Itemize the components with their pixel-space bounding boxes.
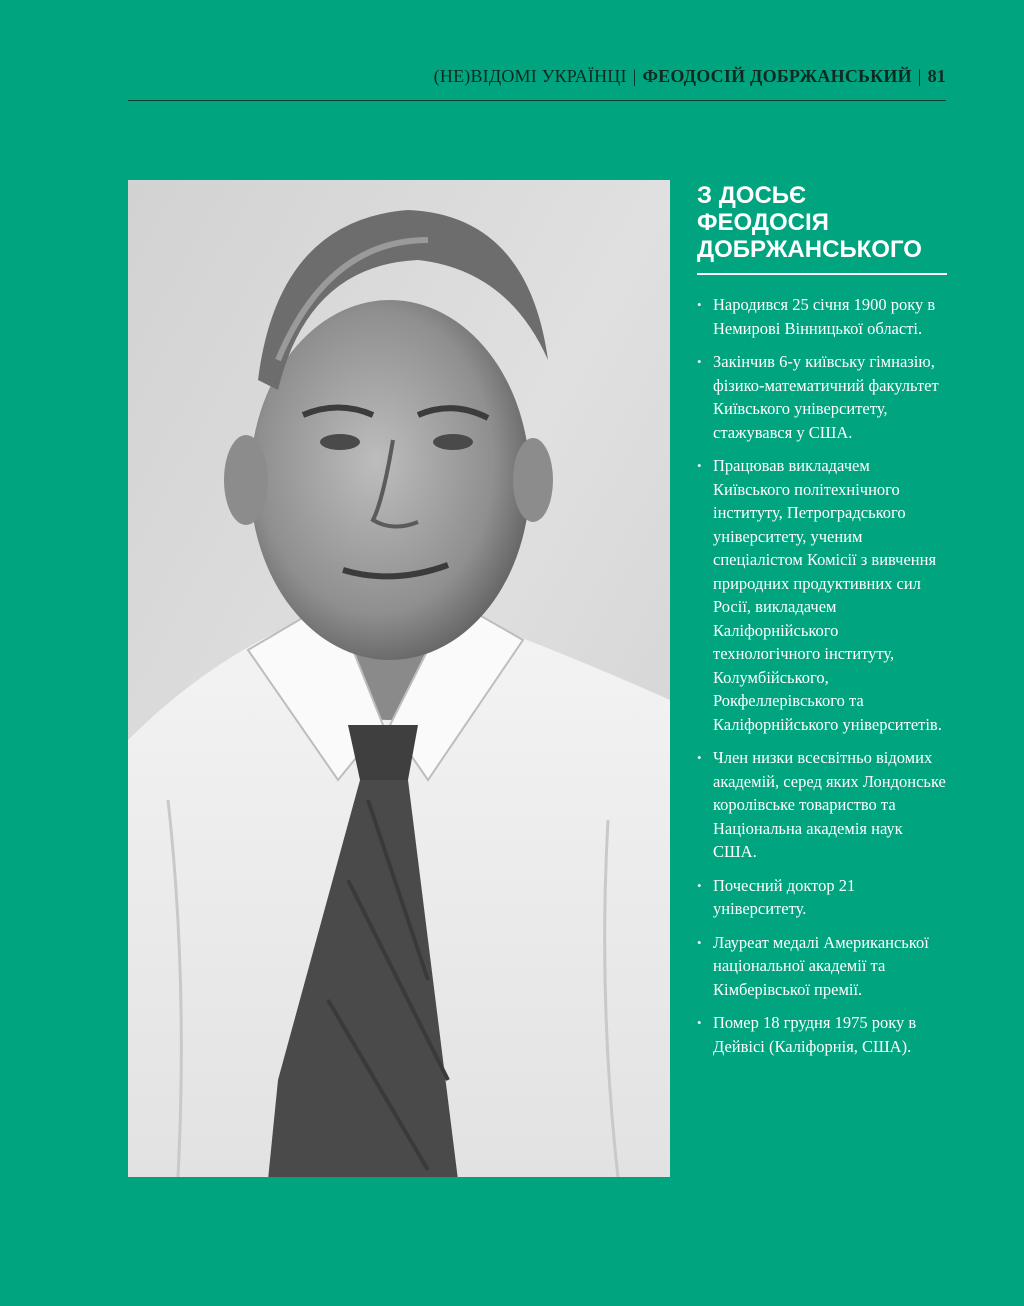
dossier-title-line: З ДОСЬЄ (697, 182, 807, 209)
dossier-fact: • Член низки всесвітньо відомих академій, серед яких Лондонське королівське товариство та Національна академія наук США. (697, 746, 947, 864)
dossier-title-line: ФЕОДОСІЯ (697, 209, 829, 236)
portrait-photo (128, 180, 670, 1177)
dossier-title (697, 180, 947, 275)
dossier-sidebar (697, 180, 947, 1068)
header-separator-2: | (917, 66, 922, 86)
dossier-facts-list (697, 293, 947, 1058)
dossier-fact: • Лауреат медалі Американської національної академії та Кімберівської премії. (697, 931, 947, 1002)
dossier-fact: • Народився 25 січня 1900 року в Немирові Вінницької області. (697, 293, 947, 340)
header-name: ФЕОДОСІЙ ДОБРЖАНСЬКИЙ (642, 66, 912, 86)
header-section: (НЕ)ВІДОМІ УКРАЇНЦІ (433, 66, 627, 86)
dossier-fact: • Закінчив 6-у київську гімназію, фізико-математичний факультет Київського університету, стажувався у США. (697, 350, 947, 444)
running-header (128, 66, 946, 101)
dossier-fact: • Почесний доктор 21 університету. (697, 874, 947, 921)
dossier-fact: • Працював викладачем Київського політехнічного інституту, Петроградського університету, ученим спеціалістом Комісії з вивчення природних продуктивних сил Росії, викладачем Каліфорнійського технологічного інституту, Колумбійського, Рокфеллерівського та Каліфорнійського університетів. (697, 454, 947, 736)
header-separator-1: | (632, 66, 637, 86)
dossier-fact: • Помер 18 грудня 1975 року в Дейвісі (Каліфорнія, США). (697, 1011, 947, 1058)
page-number: 81 (927, 66, 946, 86)
dossier-title-line: ДОБРЖАНСЬКОГО (697, 236, 922, 263)
